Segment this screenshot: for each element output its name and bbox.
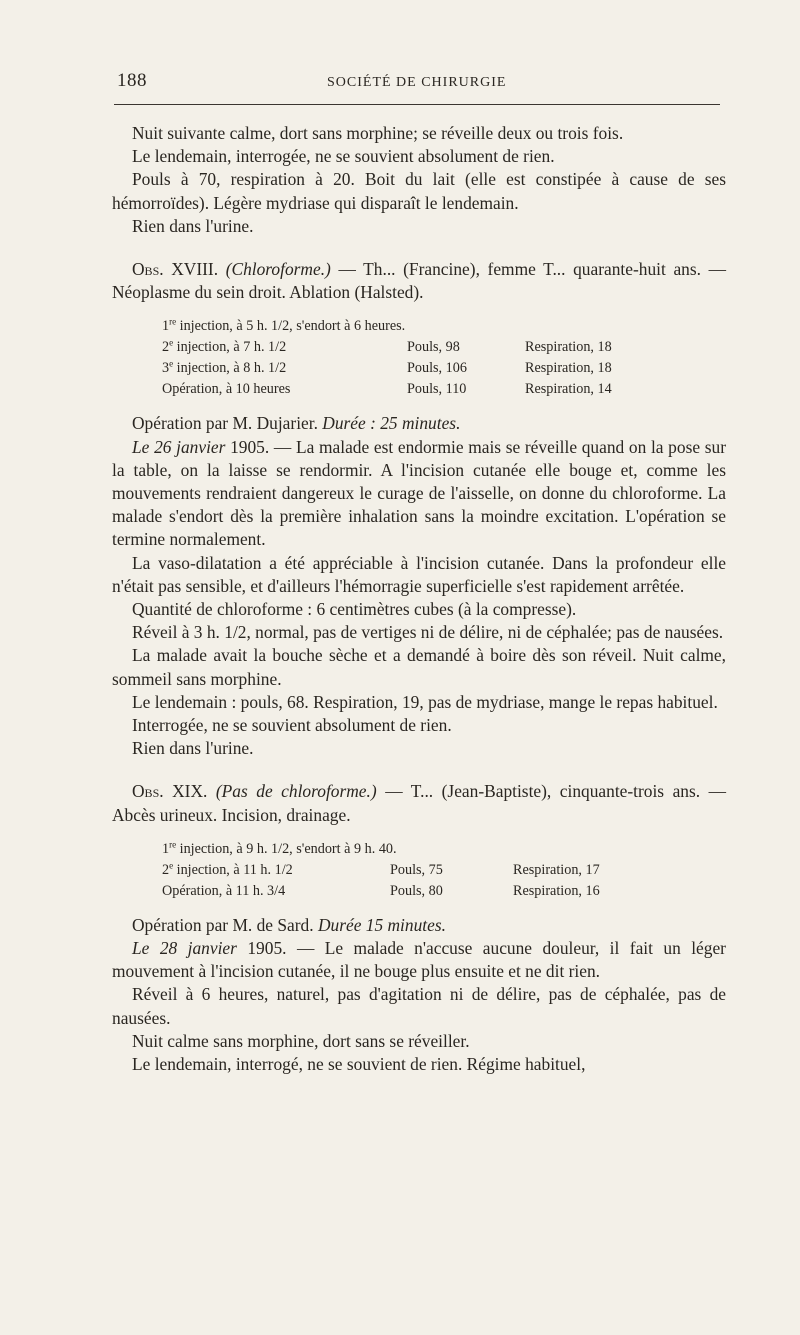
injection-table-19 <box>162 839 600 902</box>
observation-heading-18 <box>112 258 726 304</box>
injection-table-18 <box>162 316 612 400</box>
obs-number: XIX. <box>172 781 208 802</box>
paragraph: La vaso-dilatation a été appréciable à l'incision cutanée. Dans la profondeur elle n'était pas sensible, et d'ailleurs l'hémorragie superficielle s'est rapidement arrêtée. <box>112 552 726 596</box>
observation-heading-19 <box>112 780 726 826</box>
obs-abbr: Obs. <box>132 781 164 802</box>
paragraph: Nuit calme sans morphine, dort sans se réveiller. <box>132 1030 470 1051</box>
paragraph: Rien dans l'urine. <box>132 215 254 236</box>
table-row: Opération, à 11 h. 3/4 Pouls, 80 Respiration, 16 <box>162 882 600 899</box>
obs-number: XVIII. <box>171 259 219 280</box>
paragraph: Le 26 janvier 1905. — La malade est endormie mais se réveille quand on la pose sur la table, on la laisse se rendormir. A l'incision cutanée elle bouge et, comme les mouvements rendraient dangereux le curage de l'aisselle, on donne du chloroforme. La malade s'endort dès la première inhalation sans la moindre excitation. L'opération se termine normalement. <box>112 436 726 550</box>
paragraph: Le lendemain, interrogé, ne se souvient de rien. Régime habituel, <box>132 1054 586 1075</box>
running-header <box>117 70 717 100</box>
table-row: Opération, à 10 heures Pouls, 110 Respiration, 14 <box>162 381 612 398</box>
table-row: 2e injection, à 7 h. 1/2 Pouls, 98 Respiration, 18 <box>162 337 612 356</box>
paragraph: Nuit suivante calme, dort sans morphine; se réveille deux ou trois fois. <box>132 123 624 143</box>
paragraph: Réveil à 6 heures, naturel, pas d'agitation ni de délire, pas de céphalée, pas de nausées. <box>112 984 726 1028</box>
header-rule <box>114 104 720 105</box>
table-row: 3e injection, à 8 h. 1/2 Pouls, 106 Respiration, 18 <box>162 358 612 377</box>
paragraph: Le lendemain, interrogée, ne se souvient absolument de rien. <box>132 146 555 167</box>
paragraph: Le lendemain : pouls, 68. Respiration, 19, pas de mydriase, mange le repas habituel. <box>132 691 718 712</box>
paragraph: Le 28 janvier 1905. — Le malade n'accuse aucune douleur, il fait un léger mouvement à l'incision cutanée, il ne bouge plus ensuite et ne dit rien. <box>112 938 726 982</box>
paragraph: Pouls à 70, respiration à 20. Boit du lait (elle est constipée à cause de ses hémorroïdes). Légère mydriase qui disparaît le lendemain. <box>112 169 726 213</box>
obs-abbr: Obs. <box>132 259 164 280</box>
table-row: 1re injection, à 9 h. 1/2, s'endort à 9 h. 40. <box>162 839 397 857</box>
paragraph: Rien dans l'urine. <box>132 738 254 759</box>
table-row: 1re injection, à 5 h. 1/2, s'endort à 6 heures. <box>162 316 406 335</box>
obs-description: — Th... (Francine), femme T... quarante-huit ans. — Néoplasme du sein droit. Ablation (Halsted). <box>112 259 726 303</box>
page-body <box>112 122 726 1076</box>
operation-line-18: Opération par M. Dujarier. Durée : 25 minutes. <box>132 413 461 434</box>
paragraph: La malade avait la bouche sèche et a demandé à boire dès son réveil. Nuit calme, sommeil sans morphine. <box>112 645 726 689</box>
paragraph: Réveil à 3 h. 1/2, normal, pas de vertiges ni de délire, ni de céphalée; pas de nausées. <box>132 622 724 643</box>
obs-description: — T... (Jean-Baptiste), cinquante-trois ans. — Abcès urineux. Incision, drainage. <box>112 781 726 825</box>
operation-line-19: Opération par M. de Sard. Durée 15 minutes. <box>132 914 446 935</box>
running-title: SOCIÉTÉ DE CHIRURGIE <box>327 75 507 90</box>
page-number: 188 <box>117 70 147 91</box>
table-row: 2e injection, à 11 h. 1/2 Pouls, 75 Respiration, 17 <box>162 860 600 878</box>
obs-drug: (Chloroforme.) <box>225 259 331 280</box>
paragraph: Interrogée, ne se souvient absolument de rien. <box>132 715 452 736</box>
obs-drug: (Pas de chloroforme.) <box>215 781 377 802</box>
paragraph: Quantité de chloroforme : 6 centimètres cubes (à la compresse). <box>132 599 577 620</box>
